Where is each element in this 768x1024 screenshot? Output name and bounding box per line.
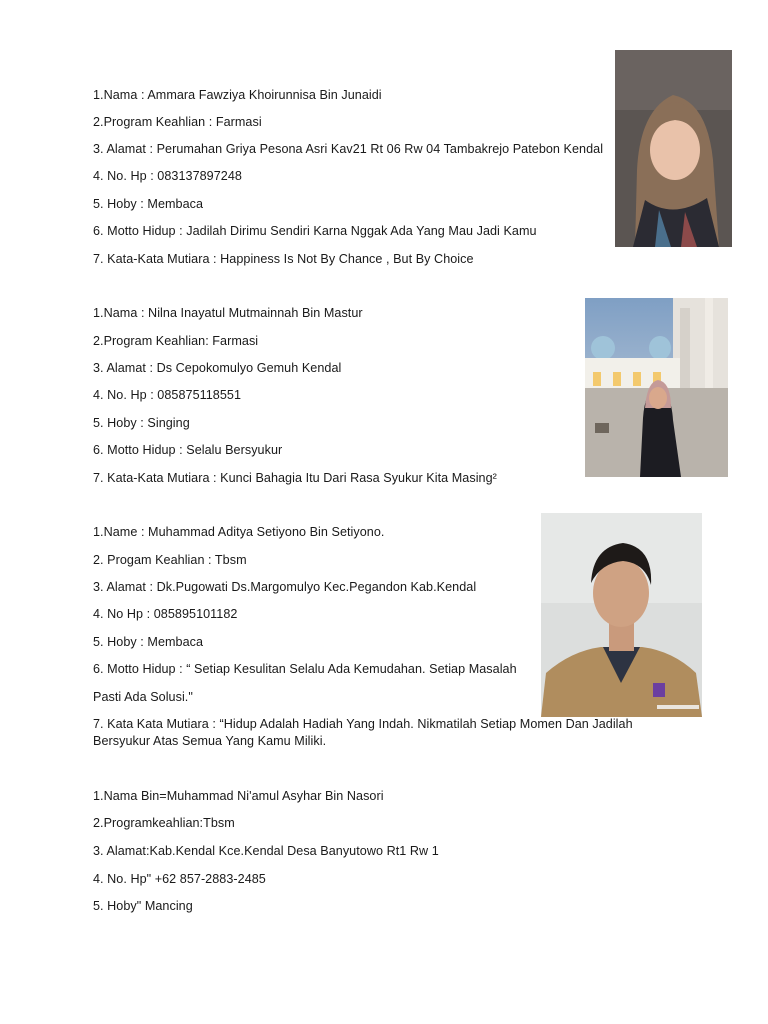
profile-2-motto: 6. Motto Hidup : Selalu Bersyukur [93,443,283,457]
profile-1-motto: 6. Motto Hidup : Jadilah Dirimu Sendiri Karna Nggak Ada Yang Mau Jadi Kamu [93,224,537,238]
profile-4-name: 1.Nama Bin=Muhammad Ni'amul Asyhar Bin Nasori [93,789,384,803]
profile-2-name: 1.Nama : Nilna Inayatul Mutmainnah Bin Mastur [93,306,363,320]
profile-2-address: 3. Alamat : Ds Cepokomulyo Gemuh Kendal [93,361,342,375]
profile-3-program: 2. Progam Keahlian : Tbsm [93,553,247,567]
profile-1-hobby: 5. Hoby : Membaca [93,197,204,211]
profile-3-hobby: 5. Hoby : Membaca [93,635,204,649]
profile-2-phone: 4. No. Hp : 085875118551 [93,388,242,402]
profile-3-quote: 7. Kata Kata Mutiara : “Hidup Adalah Hadiah Yang Indah. Nikmatilah Setiap Momen Dan Jadilah Bersyukur Atas Semua Yang Kamu Miliki. [93,717,633,748]
profile-1-photo [615,50,732,247]
profile-3-photo [541,513,702,717]
profile-4-address: 3. Alamat:Kab.Kendal Kce.Kendal Desa Banyutowo Rt1 Rw 1 [93,844,439,858]
profile-2-program: 2.Program Keahlian: Farmasi [93,334,259,348]
profile-4-hobby: 5. Hoby" Mancing [93,899,193,913]
profile-1-quote: 7. Kata-Kata Mutiara : Happiness Is Not By Chance , But By Choice [93,252,474,266]
profile-3-motto-continued: Pasti Ada Solusi." [93,690,193,704]
profile-3-motto: 6. Motto Hidup : “ Setiap Kesulitan Selalu Ada Kemudahan. Setiap Masalah [93,662,517,676]
profile-3-phone: 4. No Hp : 085895101182 [93,607,238,621]
profile-1-phone: 4. No. Hp : 083137897248 [93,169,242,183]
profile-1-program: 2.Program Keahlian : Farmasi [93,115,262,129]
profile-3-name: 1.Name : Muhammad Aditya Setiyono Bin Setiyono. [93,525,385,539]
profile-2-photo [585,298,728,477]
profile-1-address: 3. Alamat : Perumahan Griya Pesona Asri Kav21 Rt 06 Rw 04 Tambakrejo Patebon Kendal [93,142,604,156]
profile-1-name: 1.Nama : Ammara Fawziya Khoirunnisa Bin Junaidi [93,88,382,102]
profile-2-quote: 7. Kata-Kata Mutiara : Kunci Bahagia Itu Dari Rasa Syukur Kita Masing² [93,471,497,485]
profile-4-program: 2.Programkeahlian:Tbsm [93,816,235,830]
profile-2-hobby: 5. Hoby : Singing [93,416,190,430]
profile-3-address: 3. Alamat : Dk.Pugowati Ds.Margomulyo Kec.Pegandon Kab.Kendal [93,580,477,594]
profile-4-phone: 4. No. Hp" +62 857-2883-2485 [93,872,266,886]
